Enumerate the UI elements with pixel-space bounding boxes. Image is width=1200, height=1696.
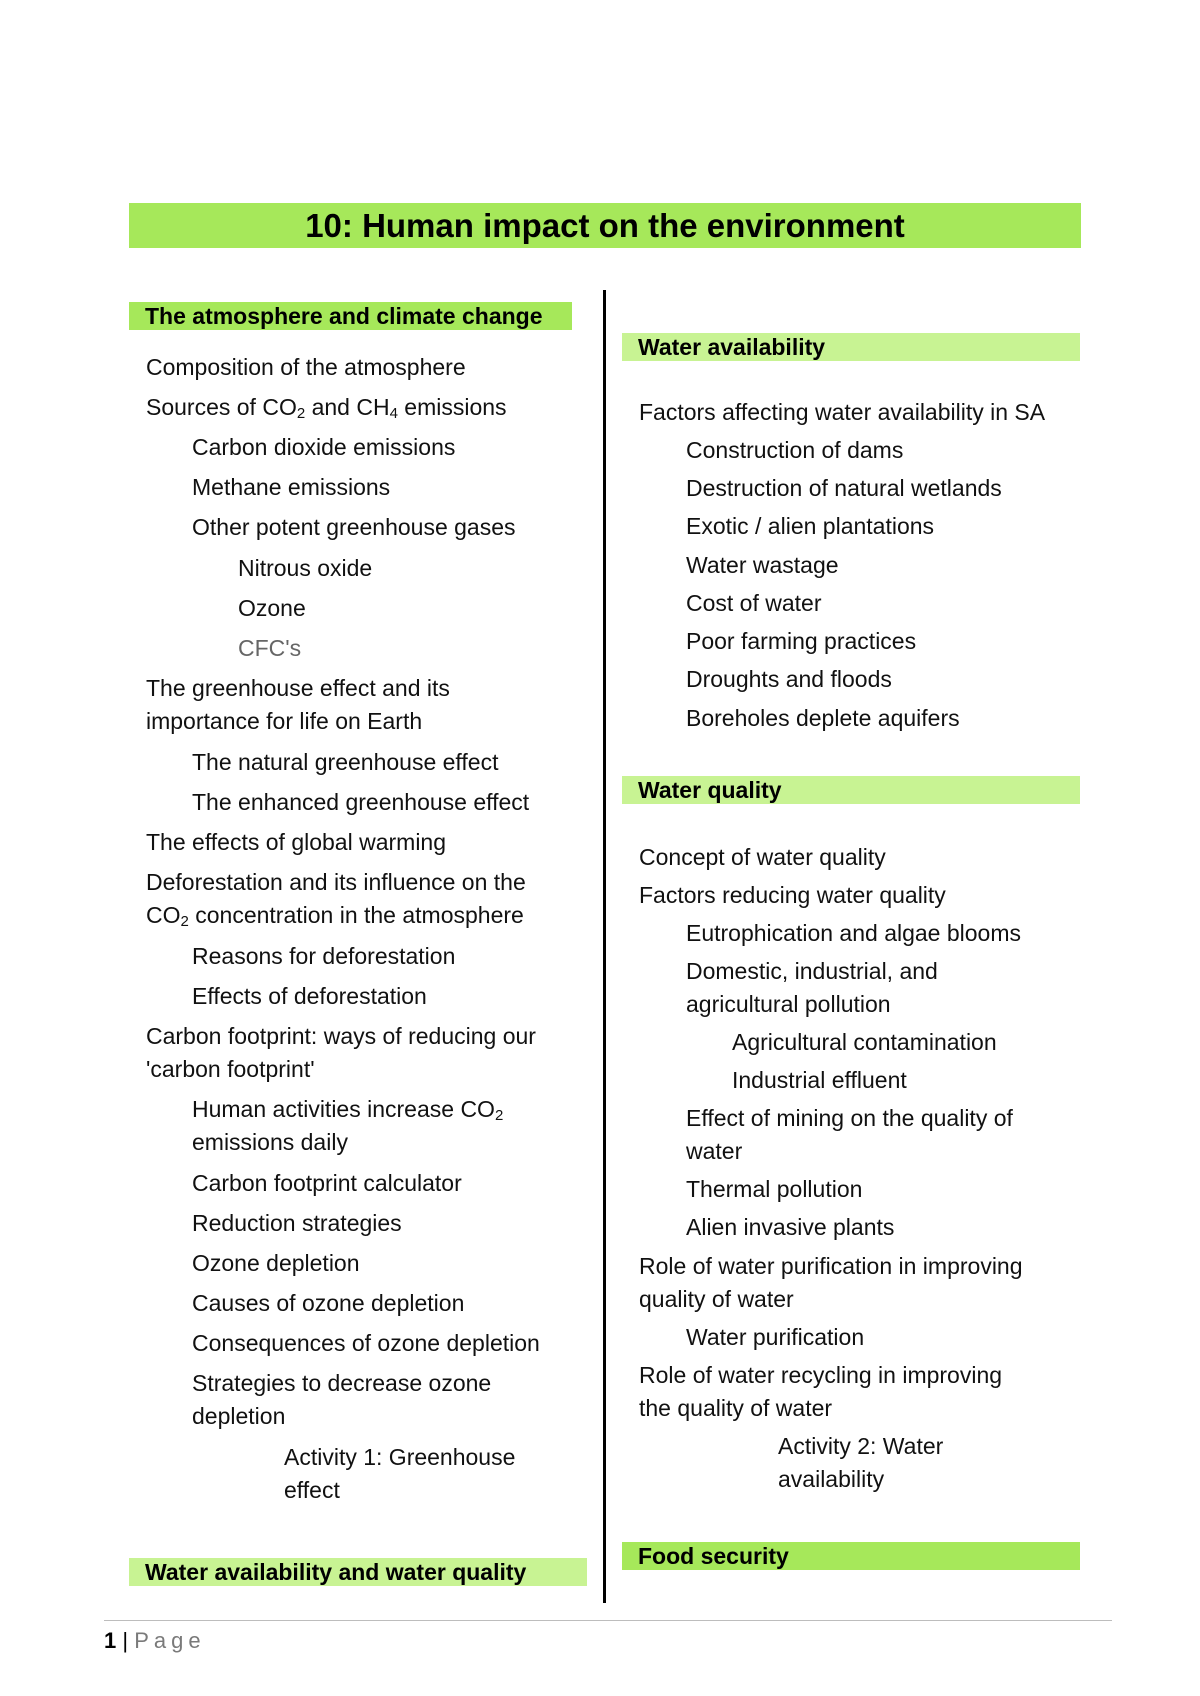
- outline-item: Cost of water: [686, 590, 822, 616]
- page-number: 1: [104, 1628, 117, 1653]
- section-heading-water-availability: Water availability: [622, 333, 1080, 361]
- outline-item: Role of water purification in improving: [639, 1253, 1023, 1279]
- page-title-bar: [129, 203, 1081, 248]
- outline-item: Effects of deforestation: [192, 983, 427, 1009]
- subscript: 2: [296, 405, 306, 422]
- section-heading-atmosphere: The atmosphere and climate change: [129, 302, 572, 330]
- outline-item: Effect of mining on the quality of: [686, 1105, 1013, 1131]
- subscript: 2: [494, 1107, 504, 1124]
- activity-item: effect: [284, 1477, 340, 1503]
- outline-item: Concept of water quality: [639, 844, 886, 870]
- outline-item: Strategies to decrease ozone: [192, 1370, 492, 1396]
- outline-text: and CH: [305, 394, 390, 420]
- outline-text: concentration in the atmosphere: [188, 902, 524, 928]
- outline-item: Exotic / alien plantations: [686, 513, 935, 539]
- outline-item: water: [686, 1138, 743, 1164]
- outline-item: The effects of global warming: [146, 829, 447, 855]
- outline-item: agricultural pollution: [686, 991, 891, 1017]
- column-divider: [603, 290, 606, 1603]
- outline-text: CO: [146, 902, 181, 928]
- outline-item: the quality of water: [639, 1395, 833, 1421]
- outline-item: Industrial effluent: [732, 1067, 907, 1093]
- subscript: 4: [389, 405, 398, 422]
- outline-text: Sources of CO: [146, 394, 297, 420]
- outline-item: Boreholes deplete aquifers: [686, 705, 960, 731]
- outline-item: Construction of dams: [686, 437, 904, 463]
- outline-item: Water wastage: [686, 552, 839, 578]
- activity-item: availability: [778, 1466, 885, 1492]
- outline-item: Factors reducing water quality: [639, 882, 946, 908]
- outline-item: Methane emissions: [192, 474, 391, 500]
- activity-item: Activity 1: Greenhouse: [284, 1444, 516, 1470]
- outline-text: Human activities increase CO: [192, 1096, 495, 1122]
- footer-separator: |: [116, 1628, 135, 1653]
- page-label: Page: [134, 1628, 206, 1653]
- outline-text: emissions: [397, 394, 507, 420]
- outline-item: Reasons for deforestation: [192, 943, 456, 969]
- outline-item: Other potent greenhouse gases: [192, 514, 516, 540]
- outline-item: CFC's: [238, 635, 302, 661]
- outline-item: Role of water recycling in improving: [639, 1362, 1003, 1388]
- outline-item: Carbon footprint: ways of reducing our: [146, 1023, 536, 1049]
- outline-item: Water purification: [686, 1324, 865, 1350]
- section-heading-water-availability-quality: Water availability and water quality: [129, 1558, 587, 1586]
- outline-item: Destruction of natural wetlands: [686, 475, 1002, 501]
- outline-item: Thermal pollution: [686, 1176, 863, 1202]
- outline-item: importance for life on Earth: [146, 708, 423, 734]
- outline-item: The enhanced greenhouse effect: [192, 789, 530, 815]
- page-footer: [104, 1626, 206, 1656]
- outline-item: Ozone: [238, 595, 306, 621]
- activity-item: Activity 2: Water: [778, 1433, 944, 1459]
- section-heading-water-quality: Water quality: [622, 776, 1080, 804]
- outline-item: 'carbon footprint': [146, 1056, 315, 1082]
- outline-item: Ozone depletion: [192, 1250, 360, 1276]
- outline-item-sources: [146, 391, 507, 423]
- outline-item: Agricultural contamination: [732, 1029, 997, 1055]
- outline-item: Nitrous oxide: [238, 555, 373, 581]
- outline-item-deforest: [146, 899, 524, 931]
- outline-item: The natural greenhouse effect: [192, 749, 499, 775]
- section-heading-food-security: Food security: [622, 1542, 1080, 1570]
- outline-item: Alien invasive plants: [686, 1214, 895, 1240]
- outline-item-human-activities: [192, 1093, 503, 1125]
- outline-item: Carbon footprint calculator: [192, 1170, 462, 1196]
- outline-item: Reduction strategies: [192, 1210, 402, 1236]
- outline-item: Eutrophication and algae blooms: [686, 920, 1022, 946]
- outline-item: Factors affecting water availability in SA: [639, 399, 1046, 425]
- outline-item: Composition of the atmosphere: [146, 354, 466, 380]
- subscript: 2: [180, 913, 189, 930]
- outline-item: Deforestation and its influence on the: [146, 869, 526, 895]
- outline-item: emissions daily: [192, 1129, 348, 1155]
- outline-item: Consequences of ozone depletion: [192, 1330, 540, 1356]
- outline-item: Domestic, industrial, and: [686, 958, 938, 984]
- outline-item: depletion: [192, 1403, 286, 1429]
- outline-item: quality of water: [639, 1286, 794, 1312]
- outline-item: The greenhouse effect and its: [146, 675, 450, 701]
- footer-rule: [104, 1620, 1112, 1621]
- outline-item: Droughts and floods: [686, 666, 892, 692]
- outline-item: Carbon dioxide emissions: [192, 434, 456, 460]
- page-title: 10: Human impact on the environment: [305, 207, 905, 244]
- outline-item: Causes of ozone depletion: [192, 1290, 465, 1316]
- outline-item: Poor farming practices: [686, 628, 917, 654]
